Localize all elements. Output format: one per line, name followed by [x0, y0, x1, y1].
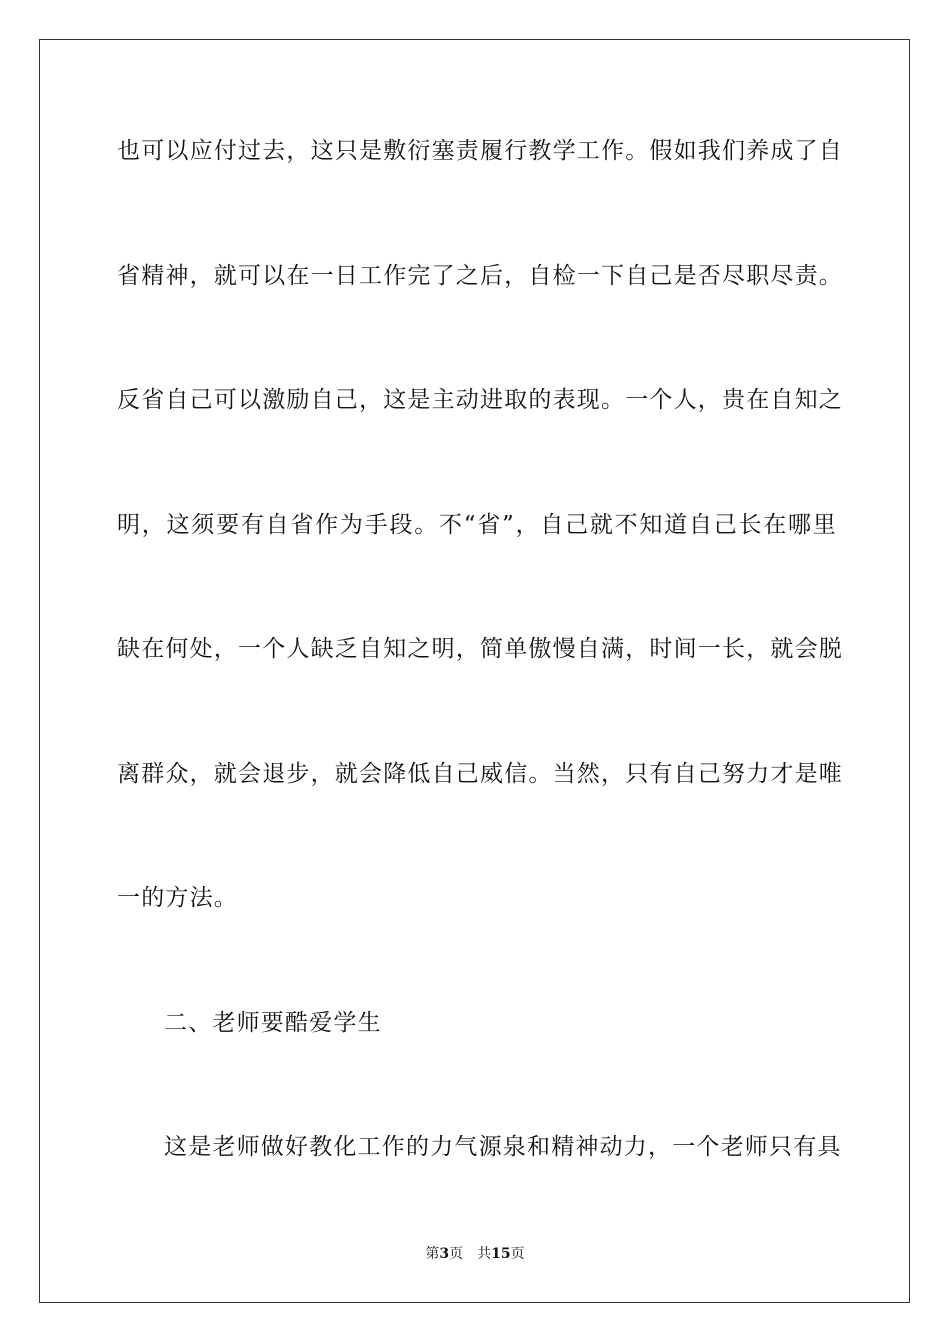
page-frame: [39, 39, 910, 1303]
body-line-1: 也可以应付过去，这只是敷衍塞责履行教学工作。假如我们养成了自: [117, 138, 843, 164]
body-line-3: 反省自己可以激励自己，这是主动进取的表现。一个人，贵在自知之: [117, 387, 843, 413]
body-line-7: 一的方法。: [117, 885, 238, 911]
page-footer: [0, 1245, 950, 1263]
footer-page-number: 3: [439, 1246, 450, 1262]
body-line-4: 明，这须要有自省作为手段。不“省”，自己就不知道自己长在哪里: [117, 512, 837, 538]
footer-total-suffix: 页: [510, 1246, 525, 1262]
footer-total-number: 15: [491, 1246, 511, 1262]
body-line-5: 缺在何处，一个人缺乏自知之明，简单傲慢自满，时间一长，就会脱: [117, 636, 843, 662]
body-line-6: 离群众，就会退步，就会降低自己威信。当然，只有自己努力才是唯: [117, 761, 843, 787]
footer-page-suffix: 页: [449, 1246, 464, 1262]
paragraph-start-line: 这是老师做好教化工作的力气源泉和精神动力，一个老师只有具: [164, 1134, 842, 1160]
body-line-2: 省精神，就可以在一日工作完了之后，自检一下自己是否尽职尽责。: [117, 263, 843, 289]
footer-page-prefix: 第: [425, 1246, 440, 1262]
footer-total-prefix: 共: [477, 1246, 492, 1262]
section-heading: 二、老师要酷爱学生: [164, 1010, 382, 1036]
